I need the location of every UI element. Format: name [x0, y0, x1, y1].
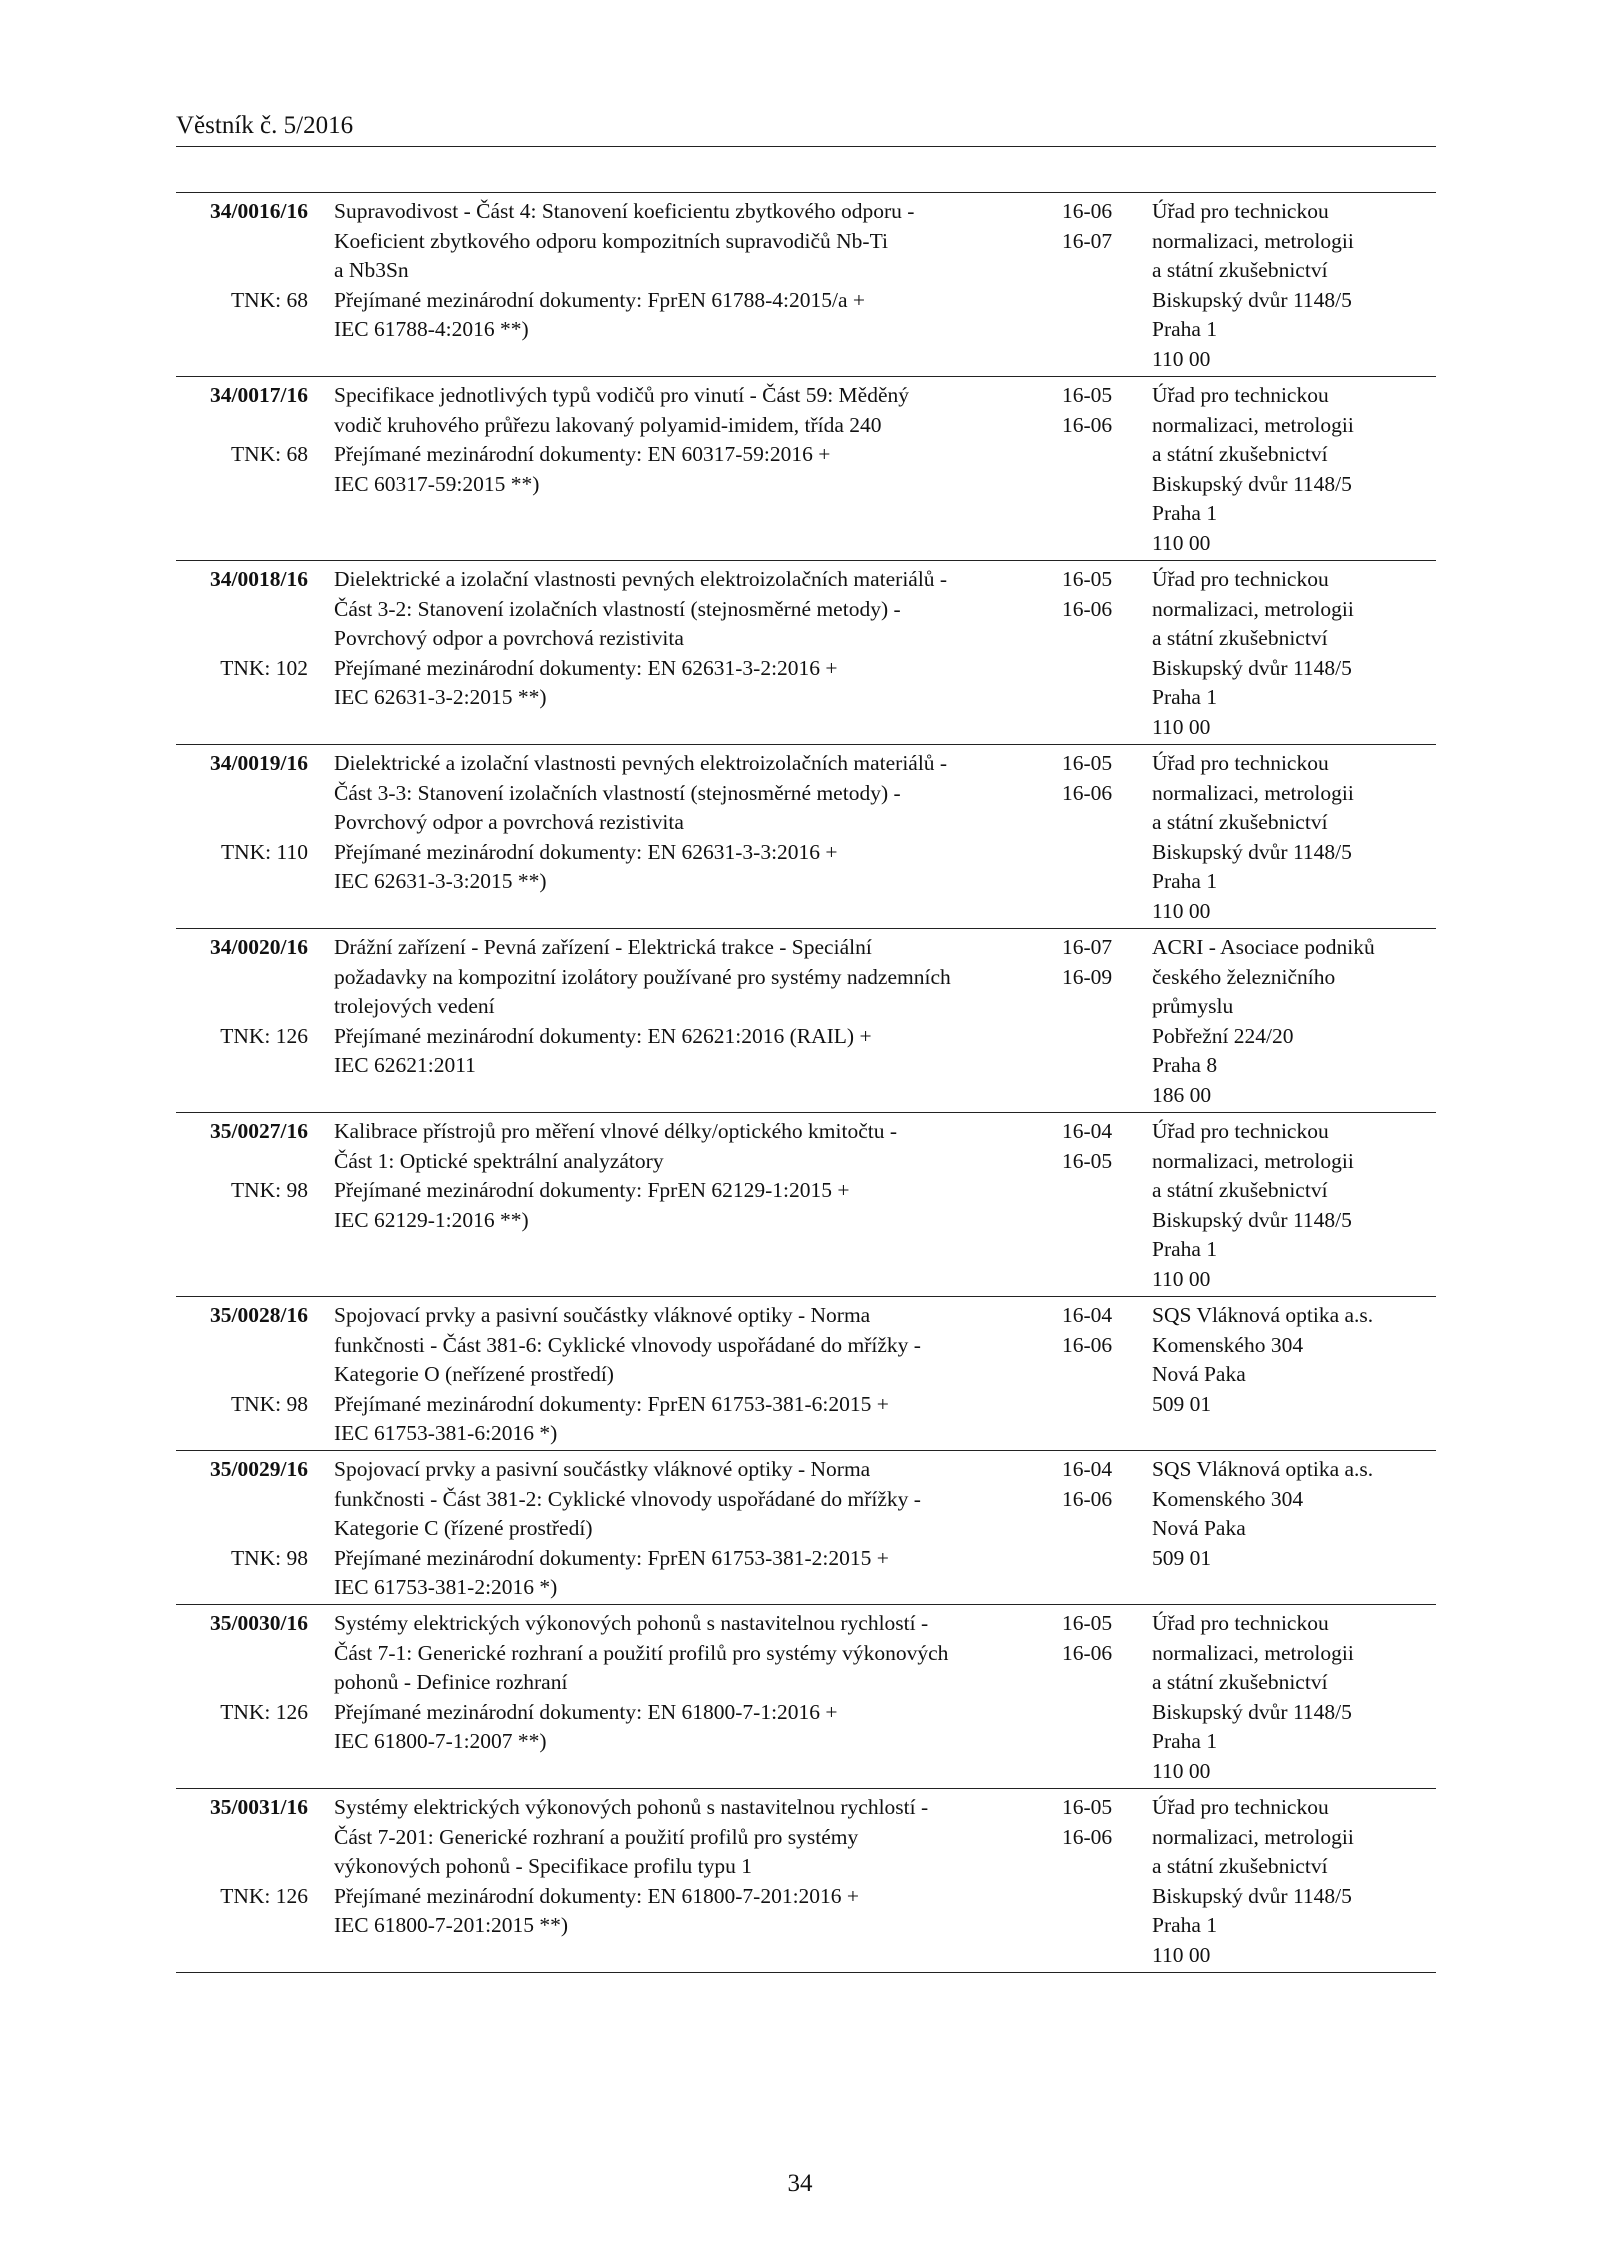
- record-title-line: Část 3-3: Stanovení izolačních vlastností (stejnosměrné metody) -: [334, 780, 901, 805]
- record-address-line: ACRI - Asociace podniků: [1152, 935, 1375, 959]
- record-address: [1152, 933, 1436, 1110]
- record-title-line: IEC 61800-7-1:2007 **): [334, 1729, 547, 1753]
- record-title-line: funkčnosti - Část 381-2: Cyklické vlnovody uspořádané do mřížky -: [334, 1486, 921, 1511]
- record-title-line: Přejímané mezinárodní dokumenty: EN 61800-7-1:2016 +: [334, 1699, 838, 1724]
- record-address-line: průmyslu: [1152, 994, 1234, 1018]
- record-tnk: TNK: 98: [230, 1391, 308, 1416]
- record-title-line: Přejímané mezinárodní dokumenty: FprEN 62129-1:2015 +: [334, 1178, 850, 1202]
- record-address: [1152, 1117, 1436, 1294]
- record-address-line: SQS Vláknová optika a.s.: [1152, 1457, 1374, 1481]
- record-number: 35/0030/16: [210, 1611, 308, 1635]
- record-address-line: Úřad pro technickou: [1152, 199, 1329, 223]
- record-date: 16-05: [1062, 1148, 1113, 1173]
- record-title-line: IEC 62631-3-3:2015 **): [334, 869, 547, 893]
- record-address-line: normalizaci, metrologii: [1152, 596, 1354, 621]
- record-address-line: 110 00: [1152, 1758, 1211, 1783]
- record-title-line: Přejímané mezinárodní dokumenty: EN 62631-3-3:2016 +: [334, 839, 838, 864]
- record-dates: [1062, 749, 1132, 808]
- record-address-line: Biskupský dvůr 1148/5: [1152, 471, 1352, 496]
- record-tnk: TNK: 102: [220, 655, 308, 680]
- record-address-line: Nová Paka: [1152, 1362, 1246, 1386]
- record-row: [176, 1451, 1436, 1605]
- page-header: [176, 112, 1436, 147]
- record-title-line: Kategorie O (neřízené prostředí): [334, 1362, 614, 1386]
- record-address-line: a státní zkušebnictví: [1152, 442, 1328, 466]
- record-address: [1152, 1301, 1436, 1419]
- record-date: 16-06: [1062, 1486, 1113, 1511]
- record-title-line: Koeficient zbytkového odporu kompozitních supravodičů Nb-Ti: [334, 228, 888, 253]
- record-number: 35/0029/16: [210, 1457, 308, 1481]
- record-date: 16-05: [1062, 383, 1113, 407]
- record-address-line: Komenského 304: [1152, 1332, 1304, 1357]
- record-dates: [1062, 1793, 1132, 1852]
- record-tnk: TNK: 126: [220, 1699, 308, 1724]
- record-row: [176, 1789, 1436, 1973]
- record-date: 16-05: [1062, 1795, 1113, 1819]
- record-address-line: normalizaci, metrologii: [1152, 1640, 1354, 1665]
- record-address-line: Biskupský dvůr 1148/5: [1152, 1699, 1352, 1724]
- record-title-line: Přejímané mezinárodní dokumenty: FprEN 61753-381-2:2015 +: [334, 1545, 889, 1570]
- record-tnk: TNK: 98: [230, 1545, 308, 1570]
- record-title-line: Kalibrace přístrojů pro měření vlnové délky/optického kmitočtu -: [334, 1119, 898, 1143]
- record-date: 16-06: [1062, 199, 1113, 223]
- record-date: 16-04: [1062, 1457, 1113, 1481]
- record-address-line: Praha 1: [1152, 869, 1218, 893]
- record-title-line: požadavky na kompozitní izolátory používané pro systémy nadzemních: [334, 964, 951, 989]
- record-title: [334, 1117, 1034, 1235]
- record-address-line: Komenského 304: [1152, 1486, 1304, 1511]
- record-dates: [1062, 1455, 1132, 1514]
- record-date: 16-07: [1062, 935, 1113, 959]
- record-title-line: IEC 62621:2011: [334, 1053, 476, 1077]
- record-title-line: Část 3-2: Stanovení izolačních vlastností (stejnosměrné metody) -: [334, 596, 901, 621]
- record-title-line: IEC 61800-7-201:2015 **): [334, 1913, 569, 1937]
- record-address-line: normalizaci, metrologii: [1152, 780, 1354, 805]
- record-address: [1152, 1455, 1436, 1573]
- record-row: [176, 929, 1436, 1113]
- records-table: [176, 192, 1436, 1973]
- record-address-line: 110 00: [1152, 1266, 1211, 1291]
- record-title-line: IEC 60317-59:2015 **): [334, 471, 540, 496]
- record-address-line: a státní zkušebnictví: [1152, 626, 1328, 650]
- record-address: [1152, 381, 1436, 558]
- record-title-line: Drážní zařízení - Pevná zařízení - Elektrická trakce - Speciální: [334, 935, 872, 959]
- record-address-line: Úřad pro technickou: [1152, 1611, 1329, 1635]
- record-title-line: Přejímané mezinárodní dokumenty: EN 62631-3-2:2016 +: [334, 655, 838, 680]
- record-date: 16-06: [1062, 596, 1113, 621]
- record-title: [334, 1609, 1034, 1757]
- record-address-line: 110 00: [1152, 714, 1211, 739]
- record-address-line: SQS Vláknová optika a.s.: [1152, 1303, 1374, 1327]
- record-number: 35/0028/16: [210, 1303, 308, 1327]
- record-row: [176, 1113, 1436, 1297]
- record-address-line: českého železničního: [1152, 964, 1336, 989]
- record-dates: [1062, 1117, 1132, 1176]
- record-title-line: trolejových vedení: [334, 994, 495, 1018]
- record-date: 16-04: [1062, 1303, 1113, 1327]
- record-address-line: Praha 1: [1152, 1729, 1218, 1753]
- record-title-line: výkonových pohonů - Specifikace profilu typu 1: [334, 1854, 752, 1878]
- record-address-line: a státní zkušebnictví: [1152, 258, 1328, 282]
- record-tnk: TNK: 126: [220, 1023, 308, 1048]
- record-address-line: normalizaci, metrologii: [1152, 412, 1354, 437]
- record-date: 16-06: [1062, 1824, 1113, 1849]
- record-title-line: Dielektrické a izolační vlastnosti pevných elektroizolačních materiálů -: [334, 567, 948, 591]
- record-title-line: Část 7-201: Generické rozhraní a použití profilů pro systémy: [334, 1824, 859, 1849]
- record-title-line: pohonů - Definice rozhraní: [334, 1670, 568, 1694]
- record-title-line: Přejímané mezinárodní dokumenty: EN 60317-59:2016 +: [334, 442, 831, 466]
- record-address-line: Biskupský dvůr 1148/5: [1152, 839, 1352, 864]
- record-address: [1152, 1793, 1436, 1970]
- record-address-line: a státní zkušebnictví: [1152, 1178, 1328, 1202]
- record-id-column: [176, 1793, 308, 1908]
- record-date: 16-05: [1062, 567, 1113, 591]
- record-dates: [1062, 565, 1132, 624]
- record-number: 34/0016/16: [210, 199, 308, 223]
- record-date: 16-06: [1062, 1640, 1113, 1665]
- record-title-line: Část 7-1: Generické rozhraní a použití profilů pro systémy výkonových: [334, 1640, 949, 1665]
- record-address-line: Praha 1: [1152, 1237, 1218, 1261]
- record-address-line: Pobřežní 224/20: [1152, 1023, 1294, 1048]
- record-title: [334, 1793, 1034, 1941]
- record-title: [334, 749, 1034, 897]
- record-title: [334, 1455, 1034, 1603]
- record-address-line: 110 00: [1152, 898, 1211, 923]
- record-title-line: funkčnosti - Část 381-6: Cyklické vlnovody uspořádané do mřížky -: [334, 1332, 921, 1357]
- record-row: [176, 193, 1436, 377]
- record-address-line: Praha 1: [1152, 317, 1218, 341]
- record-date: 16-05: [1062, 751, 1113, 775]
- record-id-column: [176, 565, 308, 680]
- record-date: 16-04: [1062, 1119, 1113, 1143]
- record-dates: [1062, 1301, 1132, 1360]
- record-id-column: [176, 381, 308, 466]
- record-row: [176, 745, 1436, 929]
- record-id-column: [176, 1609, 308, 1724]
- record-address-line: Praha 1: [1152, 501, 1218, 525]
- record-id-column: [176, 1117, 308, 1202]
- record-address-line: 110 00: [1152, 1942, 1211, 1967]
- record-title-line: Supravodivost - Část 4: Stanovení koeficientu zbytkového odporu -: [334, 199, 915, 223]
- record-address-line: a státní zkušebnictví: [1152, 1854, 1328, 1878]
- record-title-line: Část 1: Optické spektrální analyzátory: [334, 1148, 664, 1173]
- record-id-column: [176, 749, 308, 864]
- record-date: 16-05: [1062, 1611, 1113, 1635]
- record-date: 16-07: [1062, 228, 1113, 253]
- record-address-line: 110 00: [1152, 530, 1211, 555]
- record-title-line: Systémy elektrických výkonových pohonů s nastavitelnou rychlostí -: [334, 1795, 929, 1819]
- record-number: 34/0020/16: [210, 935, 308, 959]
- record-tnk: TNK: 110: [221, 839, 308, 864]
- journal-title: Věstník č. 5/2016: [176, 112, 354, 139]
- record-title-line: IEC 61753-381-6:2016 *): [334, 1421, 558, 1445]
- record-address-line: 110 00: [1152, 346, 1211, 371]
- record-address-line: normalizaci, metrologii: [1152, 1148, 1354, 1173]
- record-address-line: Úřad pro technickou: [1152, 751, 1329, 775]
- record-title-line: a Nb3Sn: [334, 258, 409, 282]
- record-address-line: a státní zkušebnictví: [1152, 1670, 1328, 1694]
- record-address-line: Biskupský dvůr 1148/5: [1152, 1207, 1352, 1232]
- record-address: [1152, 197, 1436, 374]
- record-number: 35/0027/16: [210, 1119, 308, 1143]
- record-date: 16-09: [1062, 964, 1113, 989]
- record-address-line: Praha 8: [1152, 1053, 1218, 1077]
- record-title-line: Přejímané mezinárodní dokumenty: FprEN 61788-4:2015/a +: [334, 287, 866, 312]
- record-row: [176, 1605, 1436, 1789]
- record-id-column: [176, 197, 308, 312]
- record-dates: [1062, 197, 1132, 256]
- record-dates: [1062, 381, 1132, 440]
- record-id-column: [176, 933, 308, 1048]
- record-address-line: Biskupský dvůr 1148/5: [1152, 655, 1352, 680]
- record-title-line: IEC 62129-1:2016 **): [334, 1207, 529, 1232]
- record-title-line: Specifikace jednotlivých typů vodičů pro vinutí - Část 59: Měděný: [334, 383, 910, 407]
- record-address-line: 509 01: [1152, 1391, 1212, 1416]
- record-title: [334, 197, 1034, 345]
- record-address-line: Úřad pro technickou: [1152, 1795, 1329, 1819]
- record-address: [1152, 565, 1436, 742]
- record-address-line: Nová Paka: [1152, 1516, 1246, 1540]
- record-title-line: Kategorie C (řízené prostředí): [334, 1516, 593, 1540]
- record-number: 35/0031/16: [210, 1795, 308, 1819]
- record-address-line: Biskupský dvůr 1148/5: [1152, 1883, 1352, 1908]
- record-address-line: Úřad pro technickou: [1152, 1119, 1329, 1143]
- record-title: [334, 381, 1034, 499]
- record-address-line: Praha 1: [1152, 1913, 1218, 1937]
- record-tnk: TNK: 98: [230, 1178, 308, 1202]
- record-title-line: IEC 62631-3-2:2015 **): [334, 685, 547, 709]
- record-id-column: [176, 1455, 308, 1570]
- record-title-line: Povrchový odpor a povrchová rezistivita: [334, 810, 684, 834]
- record-title-line: Přejímané mezinárodní dokumenty: EN 62621:2016 (RAIL) +: [334, 1023, 872, 1048]
- record-title-line: vodič kruhového průřezu lakovaný polyamid-imidem, třída 240: [334, 412, 882, 437]
- record-dates: [1062, 1609, 1132, 1668]
- record-title-line: Spojovací prvky a pasivní součástky vláknové optiky - Norma: [334, 1303, 871, 1327]
- record-row: [176, 377, 1436, 561]
- page-number: 34: [787, 2170, 813, 2197]
- record-date: 16-06: [1062, 412, 1113, 437]
- record-row: [176, 1297, 1436, 1451]
- record-tnk: TNK: 68: [230, 287, 308, 312]
- record-title-line: Systémy elektrických výkonových pohonů s nastavitelnou rychlostí -: [334, 1611, 929, 1635]
- record-title-line: IEC 61753-381-2:2016 *): [334, 1575, 558, 1599]
- record-title-line: Spojovací prvky a pasivní součástky vláknové optiky - Norma: [334, 1457, 871, 1481]
- record-row: [176, 561, 1436, 745]
- record-address: [1152, 1609, 1436, 1786]
- record-number: 34/0019/16: [210, 751, 308, 775]
- record-title-line: IEC 61788-4:2016 **): [334, 317, 529, 341]
- record-title: [334, 933, 1034, 1081]
- record-title-line: Povrchový odpor a povrchová rezistivita: [334, 626, 684, 650]
- record-address-line: 509 01: [1152, 1545, 1212, 1570]
- record-address-line: normalizaci, metrologii: [1152, 228, 1354, 253]
- record-address-line: Praha 1: [1152, 685, 1218, 709]
- record-address-line: normalizaci, metrologii: [1152, 1824, 1354, 1849]
- record-date: 16-06: [1062, 780, 1113, 805]
- record-title-line: Přejímané mezinárodní dokumenty: EN 61800-7-201:2016 +: [334, 1883, 860, 1908]
- record-address: [1152, 749, 1436, 926]
- record-address-line: a státní zkušebnictví: [1152, 810, 1328, 834]
- record-title: [334, 565, 1034, 713]
- record-tnk: TNK: 126: [220, 1883, 308, 1908]
- record-tnk: TNK: 68: [230, 442, 308, 466]
- record-number: 34/0018/16: [210, 567, 308, 591]
- record-date: 16-06: [1062, 1332, 1113, 1357]
- record-title-line: Dielektrické a izolační vlastnosti pevných elektroizolačních materiálů -: [334, 751, 948, 775]
- record-address-line: Úřad pro technickou: [1152, 383, 1329, 407]
- record-address-line: Úřad pro technickou: [1152, 567, 1329, 591]
- record-address-line: Biskupský dvůr 1148/5: [1152, 287, 1352, 312]
- record-title-line: Přejímané mezinárodní dokumenty: FprEN 61753-381-6:2015 +: [334, 1391, 889, 1416]
- record-dates: [1062, 933, 1132, 992]
- record-number: 34/0017/16: [210, 383, 308, 407]
- record-title: [334, 1301, 1034, 1449]
- record-id-column: [176, 1301, 308, 1416]
- record-address-line: 186 00: [1152, 1082, 1212, 1107]
